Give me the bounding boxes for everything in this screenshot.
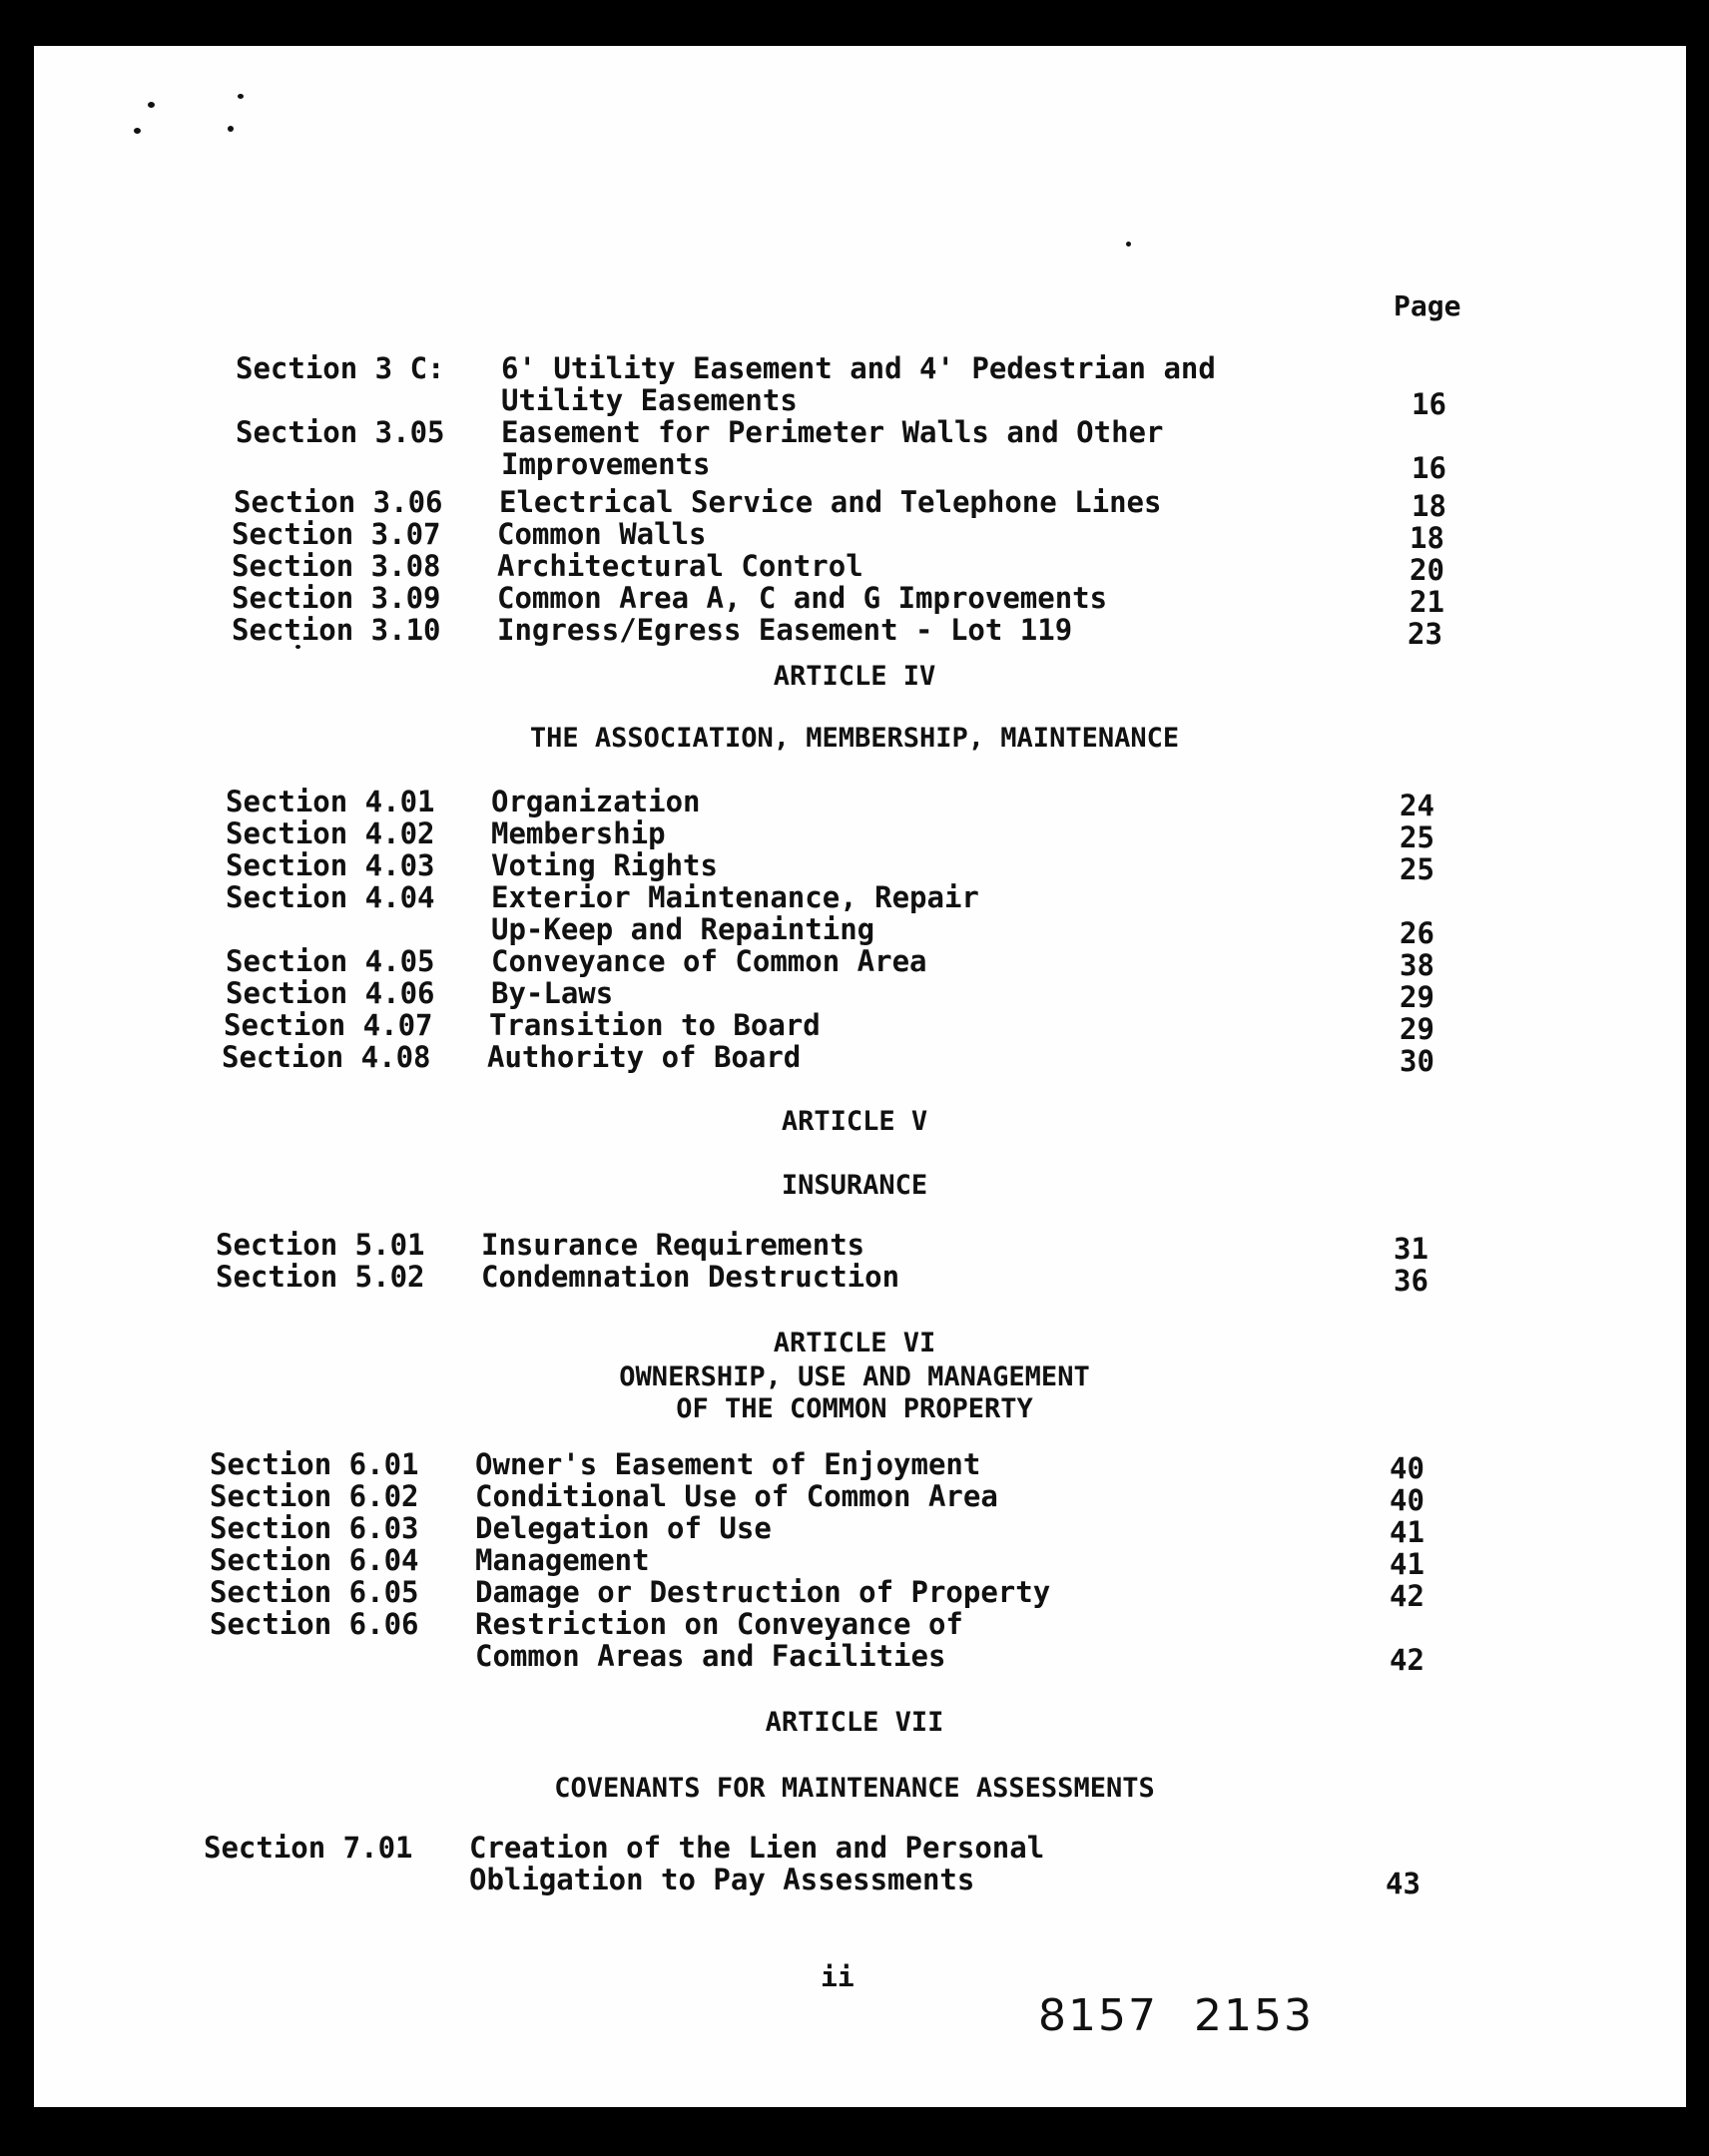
- section-number: Section 4.08: [222, 1040, 431, 1074]
- page-number: 40: [1390, 1451, 1424, 1485]
- section-number: Section 6.01: [210, 1447, 419, 1481]
- toc-entry: [0, 785, 1709, 822]
- page-number: 24: [1400, 789, 1434, 822]
- article-title: COVENANTS FOR MAINTENANCE ASSESSMENTS: [554, 1773, 1155, 1804]
- section-title: Owner's Easement of Enjoyment: [475, 1447, 981, 1481]
- toc-entry: [0, 613, 1709, 651]
- section-title-continued: Up-Keep and Repainting: [491, 912, 875, 946]
- section-title: Architectural Control: [497, 549, 863, 583]
- page-number: 18: [1412, 489, 1446, 523]
- section-title: Insurance Requirements: [481, 1228, 865, 1262]
- page-number: 38: [1400, 948, 1434, 982]
- section-title: Common Area A, C and G Improvements: [497, 581, 1108, 615]
- page-number: 29: [1400, 1012, 1434, 1046]
- toc-entry: [0, 1543, 1709, 1581]
- page-folio: ii: [821, 1960, 854, 1993]
- page-number: 21: [1410, 585, 1444, 619]
- page-number: 16: [1412, 387, 1446, 421]
- section-title: Management: [475, 1543, 650, 1577]
- page-number: 16: [1412, 451, 1446, 485]
- section-number: Section 3.08: [232, 549, 441, 583]
- page-number: 30: [1400, 1044, 1434, 1078]
- section-number: Section 6.03: [210, 1511, 419, 1545]
- toc-entry: [0, 517, 1709, 555]
- section-title-continued: Common Areas and Facilities: [475, 1639, 946, 1673]
- toc-entry: [0, 1228, 1709, 1266]
- toc-entry: [0, 848, 1709, 886]
- section-number: Section 4.06: [226, 976, 435, 1010]
- section-number: Section 4.02: [226, 816, 435, 850]
- section-title: Conditional Use of Common Area: [475, 1479, 998, 1513]
- toc-entry: [0, 944, 1709, 982]
- section-title: Electrical Service and Telephone Lines: [499, 485, 1162, 519]
- section-title: Restriction on Conveyance of: [475, 1607, 963, 1641]
- section-number: Section 5.02: [216, 1260, 425, 1294]
- section-number: Section 4.05: [226, 944, 435, 978]
- section-title: Voting Rights: [491, 848, 718, 882]
- section-title: Ingress/Egress Easement - Lot 119: [497, 613, 1073, 647]
- toc-entry: [0, 816, 1709, 854]
- section-number: Section 6.04: [210, 1543, 419, 1577]
- page-number: 41: [1390, 1547, 1424, 1581]
- toc-entry: [0, 976, 1709, 1014]
- section-title: Authority of Board: [487, 1040, 802, 1074]
- toc-entry: [0, 485, 1709, 523]
- section-title: 6' Utility Easement and 4' Pedestrian and: [501, 351, 1216, 385]
- page-number: 29: [1400, 980, 1434, 1014]
- article-heading: ARTICLE VII: [765, 1707, 944, 1738]
- section-number: Section 6.05: [210, 1575, 419, 1609]
- page-number: 20: [1410, 553, 1444, 587]
- page-number: 18: [1410, 521, 1444, 555]
- section-title: Common Walls: [497, 517, 707, 551]
- article-heading: ARTICLE IV: [773, 661, 936, 692]
- toc-entry: [0, 1008, 1709, 1046]
- page-column-header: Page: [1394, 289, 1461, 322]
- article-heading: ARTICLE V: [781, 1106, 928, 1137]
- section-number: Section 3.07: [232, 517, 441, 551]
- section-number: Section 6.02: [210, 1479, 419, 1513]
- section-title: Delegation of Use: [475, 1511, 772, 1545]
- section-title: Membership: [491, 816, 666, 850]
- section-title: Organization: [491, 785, 701, 818]
- section-title: Damage or Destruction of Property: [475, 1575, 1051, 1609]
- toc-entry: [0, 1575, 1709, 1613]
- page-number: 41: [1390, 1515, 1424, 1549]
- section-number: Section 7.01: [204, 1831, 413, 1865]
- section-number: Section 3 C:: [236, 351, 445, 385]
- section-number: Section 4.07: [224, 1008, 433, 1042]
- section-title-continued: Obligation to Pay Assessments: [469, 1863, 975, 1896]
- page-number: 31: [1394, 1232, 1428, 1266]
- toc-entry: [0, 1260, 1709, 1298]
- section-title: Condemnation Destruction: [481, 1260, 900, 1294]
- article-title-line-2: OF THE COMMON PROPERTY: [676, 1393, 1033, 1424]
- section-title: Exterior Maintenance, Repair: [491, 880, 979, 914]
- toc-entry: [0, 1447, 1709, 1485]
- page-number: 36: [1394, 1264, 1428, 1298]
- page-number: 25: [1400, 852, 1434, 886]
- page-number: 42: [1390, 1643, 1424, 1677]
- page-number: 42: [1390, 1579, 1424, 1613]
- toc-entry: [0, 1511, 1709, 1549]
- section-number: Section 4.01: [226, 785, 435, 818]
- section-number: Section 4.04: [226, 880, 435, 914]
- article-heading: ARTICLE VI: [773, 1328, 936, 1358]
- section-title-continued: Utility Easements: [501, 383, 798, 417]
- section-number: Section 3.05: [236, 415, 445, 449]
- section-title: By-Laws: [491, 976, 614, 1010]
- section-number: Section 6.06: [210, 1607, 419, 1641]
- article-title: THE ASSOCIATION, MEMBERSHIP, MAINTENANCE: [529, 723, 1180, 754]
- article-title: OWNERSHIP, USE AND MANAGEMENT: [619, 1361, 1090, 1392]
- toc-entry: [0, 581, 1709, 619]
- section-number: Section 3.10: [232, 613, 441, 647]
- section-title-continued: Improvements: [501, 447, 711, 481]
- page-number: 25: [1400, 820, 1434, 854]
- page-number: 23: [1408, 617, 1442, 651]
- section-number: Section 5.01: [216, 1228, 425, 1262]
- toc-entry: [0, 1479, 1709, 1517]
- page-number: 40: [1390, 1483, 1424, 1517]
- section-title: Creation of the Lien and Personal: [469, 1831, 1045, 1865]
- page-number: 26: [1400, 916, 1434, 950]
- toc-entry: [0, 1040, 1709, 1078]
- toc-entry: [0, 549, 1709, 587]
- section-title: Easement for Perimeter Walls and Other: [501, 415, 1164, 449]
- section-number: Section 3.09: [232, 581, 441, 615]
- document-stamp-number: 8157 2153: [1038, 1990, 1314, 2041]
- section-title: Transition to Board: [489, 1008, 821, 1042]
- section-number: Section 3.06: [234, 485, 443, 519]
- article-title: INSURANCE: [781, 1170, 928, 1201]
- section-number: Section 4.03: [226, 848, 435, 882]
- page-number: 43: [1386, 1867, 1421, 1900]
- section-title: Conveyance of Common Area: [491, 944, 927, 978]
